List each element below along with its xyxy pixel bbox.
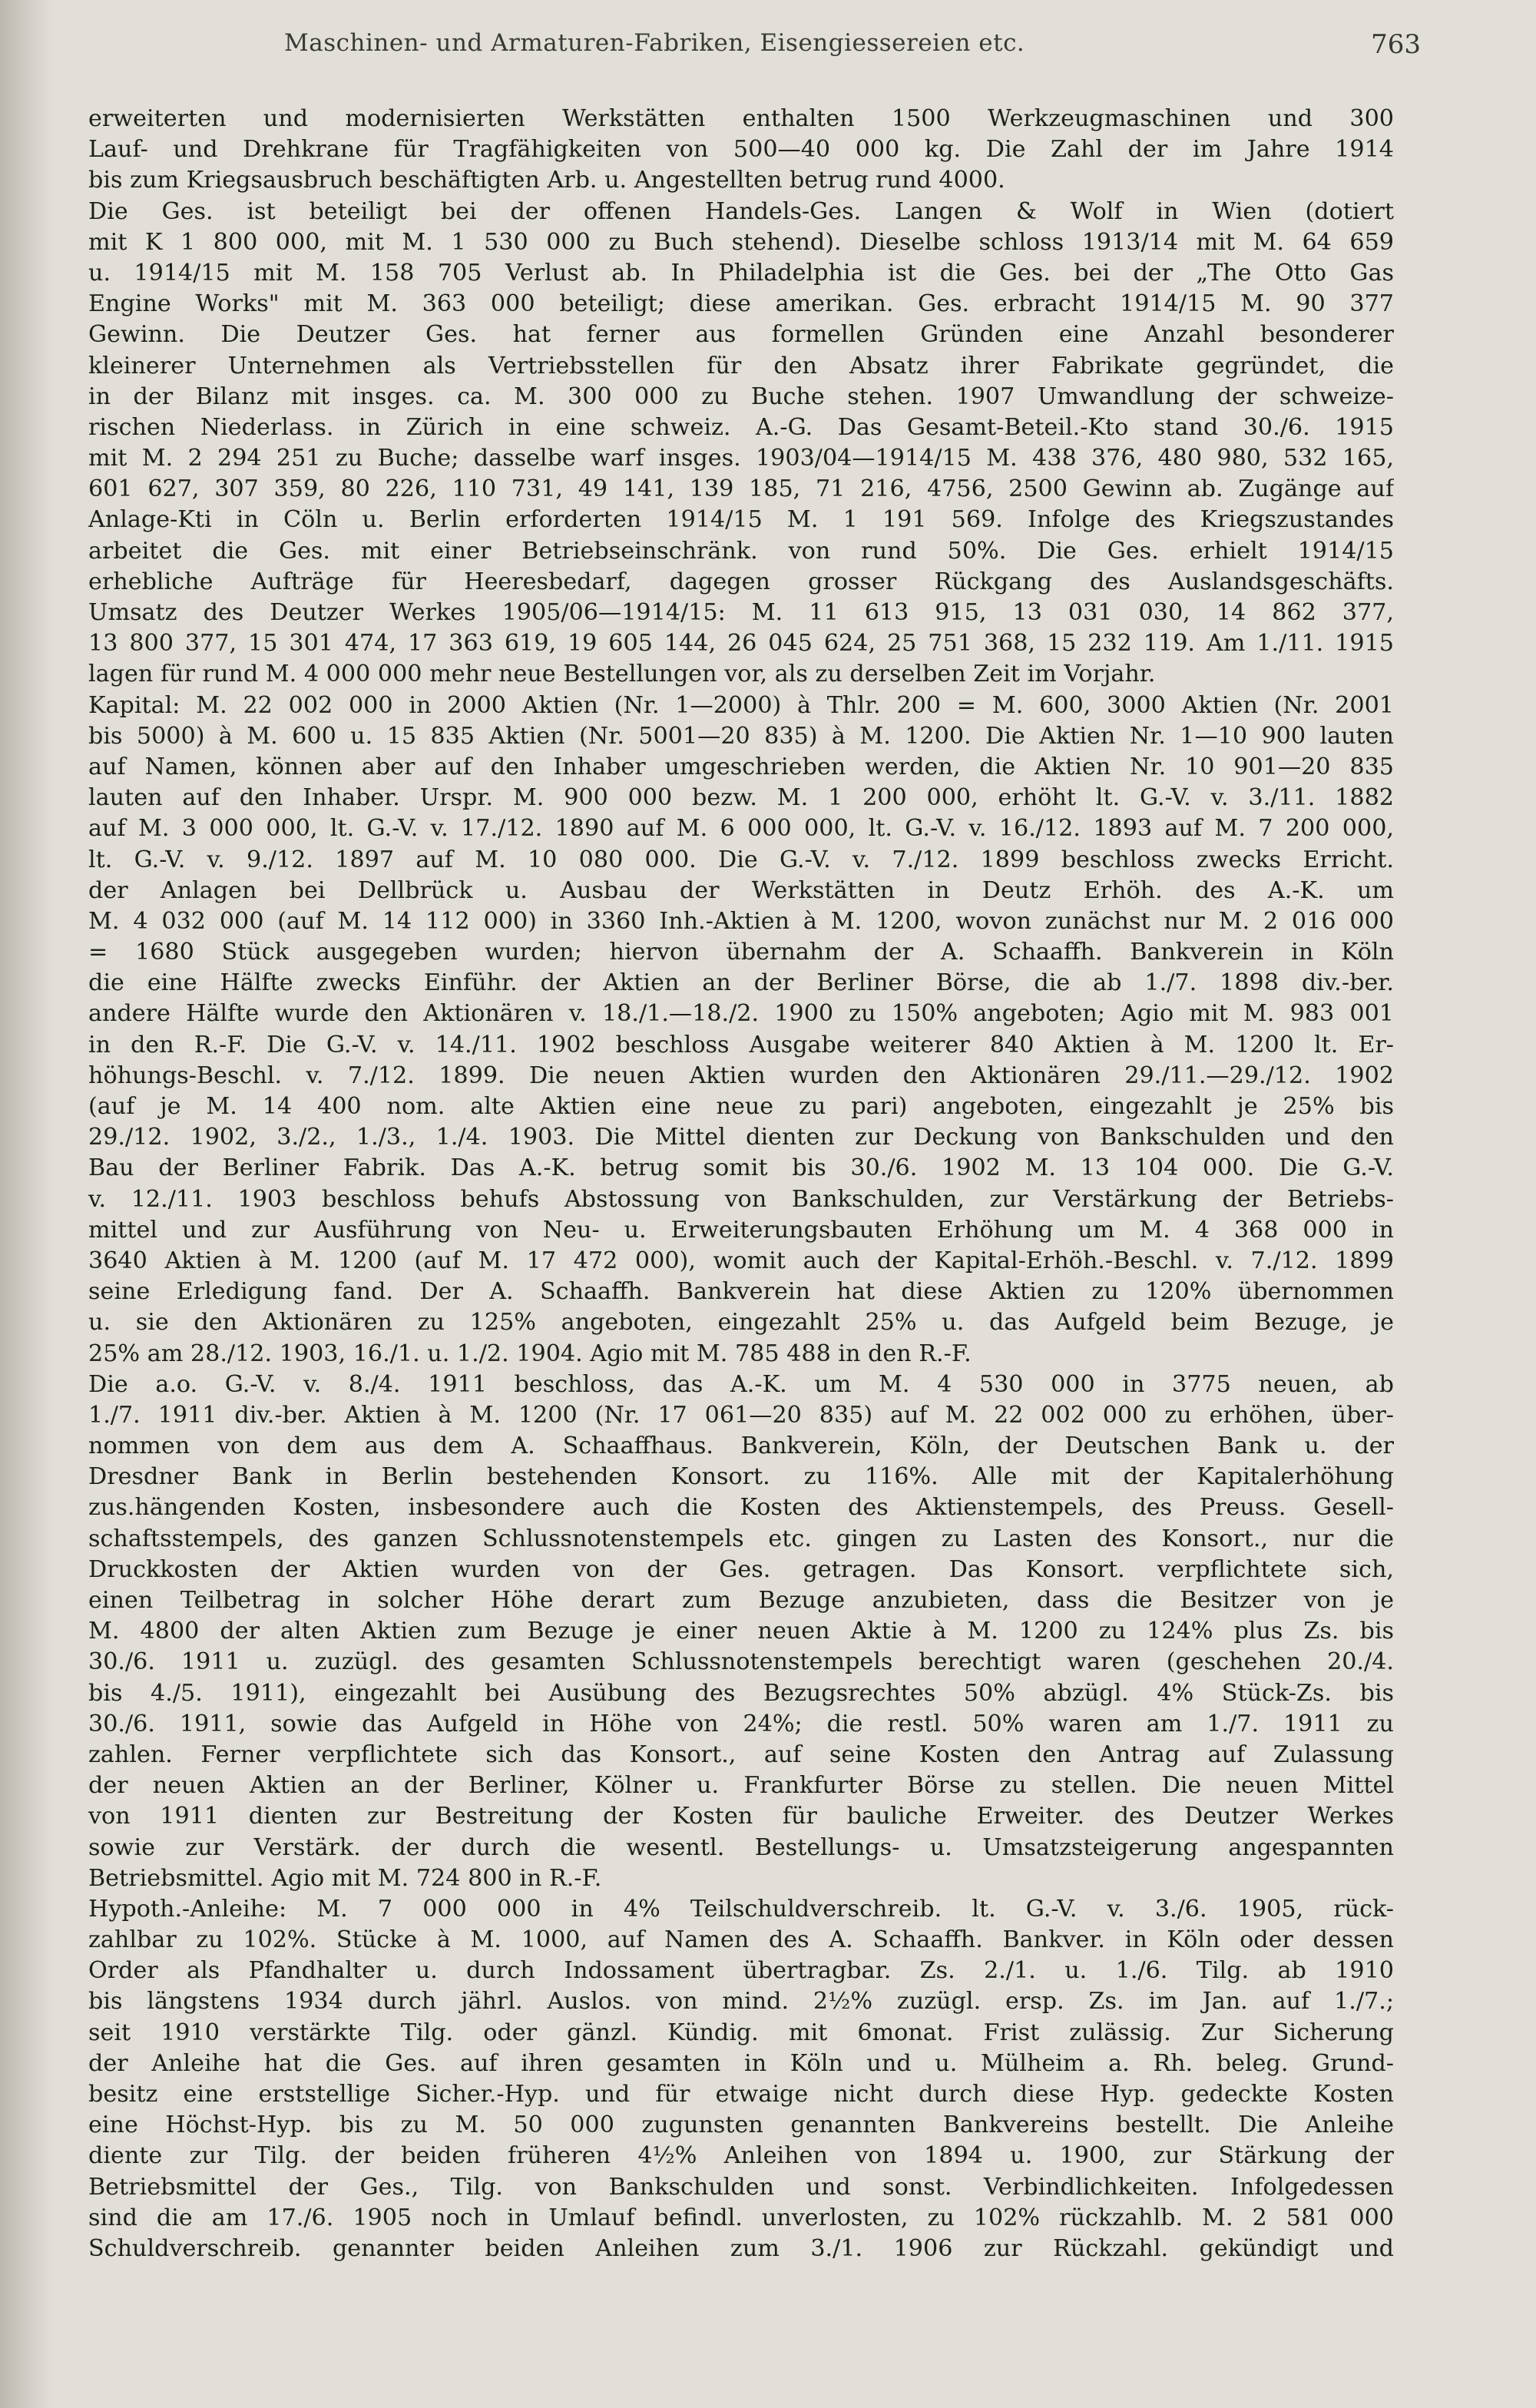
text-line: bis 5000) à M. 600 u. 15 835 Aktien (Nr. 5001—20 835) à M. 1200. Die Aktien Nr. 1—10 900 lauten: [88, 722, 1394, 750]
text-line: Engine Works" mit M. 363 000 beteiligt; diese amerikan. Ges. erbracht 1914/15 M. 90 377: [88, 290, 1394, 318]
text-line: 3640 Aktien à M. 1200 (auf M. 17 472 000), womit auch der Kapital-Erhöh.-Beschl. v. 7./12. 1899: [88, 1247, 1394, 1274]
text-line: mit K 1 800 000, mit M. 1 530 000 zu Buch stehend). Dieselbe schloss 1913/14 mit M. 64 659: [88, 228, 1394, 256]
text-line: 1./7. 1911 div.-ber. Aktien à M. 1200 (Nr. 17 061—20 835) auf M. 22 002 000 zu erhöhen, über-: [88, 1401, 1394, 1429]
text-line: sind die am 17./6. 1905 noch in Umlauf befindl. unverlosten, zu 102% rückzahlb. M. 2 581 000: [88, 2204, 1394, 2231]
text-line: eine Höchst-Hyp. bis zu M. 50 000 zugunsten genannten Bankvereins bestellt. Die Anleihe: [88, 2112, 1394, 2139]
text-line: mittel und zur Ausführung von Neu- u. Erweiterungsbauten Erhöhung um M. 4 368 000 in: [88, 1216, 1394, 1244]
text-line: die eine Hälfte zwecks Einführ. der Aktien an der Berliner Börse, die ab 1./7. 1898 div.-ber.: [88, 969, 1394, 997]
text-line: seine Erledigung fand. Der A. Schaaffh. Bankverein hat diese Aktien zu 120% übernommen: [88, 1278, 1394, 1306]
text-line: Anlage-Kti in Cöln u. Berlin erforderten 1914/15 M. 1 191 569. Infolge des Kriegszustandes: [88, 506, 1394, 534]
text-line: einen Teilbetrag in solcher Höhe derart zum Bezuge anzubieten, dass die Besitzer von je: [88, 1587, 1394, 1614]
text-line: 30./6. 1911, sowie das Aufgeld in Höhe von 24%; die restl. 50% waren am 1./7. 1911 zu: [88, 1710, 1394, 1737]
text-line: Bau der Berliner Fabrik. Das A.-K. betrug somit bis 30./6. 1902 M. 13 104 000. Die G.-V.: [88, 1154, 1394, 1182]
text-line: Dresdner Bank in Berlin bestehenden Konsort. zu 116%. Alle mit der Kapitalerhöhung: [88, 1463, 1394, 1491]
text-line: rischen Niederlass. in Zürich in eine schweiz. A.-G. Das Gesamt-Beteil.-Kto stand 30./6. 1915: [88, 413, 1394, 441]
text-line: 30./6. 1911 u. zuzügl. des gesamten Schlussnotenstempels berechtigt waren (geschehen 20./4.: [88, 1648, 1394, 1676]
text-line: seit 1910 verstärkte Tilg. oder gänzl. Kündig. mit 6monat. Frist zulässig. Zur Sicherung: [88, 2019, 1394, 2046]
running-head: Maschinen- und Armaturen-Fabriken, Eisengiessereien etc.: [284, 29, 1025, 57]
text-line: M. 4800 der alten Aktien zum Bezuge je einer neuen Aktie à M. 1200 zu 124% plus Zs. bis: [88, 1618, 1394, 1645]
text-line: 25% am 28./12. 1903, 16./1. u. 1./2. 1904. Agio mit M. 785 488 in den R.-F.: [88, 1340, 972, 1367]
text-line: u. 1914/15 mit M. 158 705 Verlust ab. In Philadelphia ist die Ges. bei der „The Otto Gas: [88, 259, 1394, 287]
text-line: Die a.o. G.-V. v. 8./4. 1911 beschloss, das A.-K. um M. 4 530 000 in 3775 neuen, ab: [88, 1370, 1394, 1398]
text-line: der Anleihe hat die Ges. auf ihren gesamten in Köln und u. Mülheim a. Rh. beleg. Grund-: [88, 2049, 1394, 2077]
text-line: Lauf- und Drehkrane für Tragfähigkeiten von 500—40 000 kg. Die Zahl der im Jahre 1914: [88, 136, 1394, 164]
text-line: 29./12. 1902, 3./2., 1./3., 1./4. 1903. Die Mittel dienten zur Deckung von Bankschulden und den: [88, 1124, 1394, 1151]
text-line: (auf je M. 14 400 nom. alte Aktien eine neue zu pari) angeboten, eingezahlt je 25% bis: [88, 1093, 1394, 1120]
text-line: 601 627, 307 359, 80 226, 110 731, 49 141, 139 185, 71 216, 4756, 2500 Gewinn ab. Zugänge auf: [88, 475, 1394, 503]
text-line: in den R.-F. Die G.-V. v. 14./11. 1902 beschloss Ausgabe weiterer 840 Aktien à M. 1200 lt. Er-: [88, 1031, 1394, 1058]
page-header: [108, 23, 1421, 69]
text-line: besitz eine erststellige Sicher.-Hyp. und für etwaige nicht durch diese Hyp. gedeckte Kosten: [88, 2081, 1394, 2108]
text-line: nommen von dem aus dem A. Schaaffhaus. Bankverein, Köln, der Deutschen Bank u. der: [88, 1433, 1394, 1460]
body-text: [88, 104, 1394, 2264]
text-line: auf M. 3 000 000, lt. G.-V. v. 17./12. 1890 auf M. 6 000 000, lt. G.-V. v. 16./12. 1893 auf M. 7 200 000,: [88, 815, 1394, 843]
text-line: erweiterten und modernisierten Werkstätten enthalten 1500 Werkzeugmaschinen und 300: [88, 105, 1394, 132]
text-line: Betriebsmittel. Agio mit M. 724 800 in R.-F.: [88, 1864, 602, 1892]
text-line: Betriebsmittel der Ges., Tilg. von Bankschulden und sonst. Verbindlichkeiten. Infolgedessen: [88, 2173, 1394, 2201]
text-line: sowie zur Verstärk. der durch die wesentl. Bestellungs- u. Umsatzsteigerung angespannten: [88, 1833, 1394, 1861]
text-line: M. 4 032 000 (auf M. 14 112 000) in 3360 Inh.-Aktien à M. 1200, wovon zunächst nur M. 2 016 000: [88, 907, 1394, 935]
text-line: kleinerer Unternehmen als Vertriebsstellen für den Absatz ihrer Fabrikate gegründet, die: [88, 352, 1394, 379]
text-line: zahlbar zu 102%. Stücke à M. 1000, auf Namen des A. Schaaffh. Bankver. in Köln oder dessen: [88, 1926, 1394, 1954]
text-line: auf Namen, können aber auf den Inhaber umgeschrieben werden, die Aktien Nr. 10 901—20 835: [88, 753, 1394, 780]
text-line: Umsatz des Deutzer Werkes 1905/06—1914/15: M. 11 613 915, 13 031 030, 14 862 377,: [88, 599, 1394, 626]
text-line: u. sie den Aktionären zu 125% angeboten, eingezahlt 25% u. das Aufgeld beim Bezuge, je: [88, 1309, 1394, 1336]
text-line: Die Ges. ist beteiligt bei der offenen Handels-Ges. Langen & Wolf in Wien (dotiert: [88, 197, 1394, 225]
text-line: von 1911 dienten zur Bestreitung der Kosten für bauliche Erweiter. des Deutzer Werkes: [88, 1803, 1394, 1830]
text-line: erhebliche Aufträge für Heeresbedarf, dagegen grosser Rückgang des Auslandsgeschäfts.: [88, 568, 1394, 595]
text-line: diente zur Tilg. der beiden früheren 4½% Anleihen von 1894 u. 1900, zur Stärkung der: [88, 2142, 1394, 2170]
text-line: v. 12./11. 1903 beschloss behufs Abstossung von Bankschulden, zur Verstärkung der Betriebs-: [88, 1185, 1394, 1213]
text-line: mit M. 2 294 251 zu Buche; dasselbe warf insges. 1903/04—1914/15 M. 438 376, 480 980, 532 165,: [88, 445, 1394, 472]
text-line: zus.hängenden Kosten, insbesondere auch die Kosten des Aktienstempels, des Preuss. Gesell-: [88, 1494, 1394, 1522]
text-line: der neuen Aktien an der Berliner, Kölner u. Frankfurter Börse zu stellen. Die neuen Mittel: [88, 1772, 1394, 1800]
text-line: 13 800 377, 15 301 474, 17 363 619, 19 605 144, 26 045 624, 25 751 368, 15 232 119. Am 1./11. 1915: [88, 630, 1394, 657]
text-line: in der Bilanz mit insges. ca. M. 300 000 zu Buche stehen. 1907 Umwandlung der schweize-: [88, 383, 1394, 410]
text-line: Gewinn. Die Deutzer Ges. hat ferner aus formellen Gründen eine Anzahl besonderer: [88, 321, 1394, 349]
text-line: zahlen. Ferner verpflichtete sich das Konsort., auf seine Kosten den Antrag auf Zulassung: [88, 1741, 1394, 1768]
text-line: Kapital: M. 22 002 000 in 2000 Aktien (Nr. 1—2000) à Thlr. 200 = M. 600, 3000 Aktien (Nr. 2001: [88, 691, 1394, 719]
text-line: höhungs-Beschl. v. 7./12. 1899. Die neuen Aktien wurden den Aktionären 29./11.—29./12. 1902: [88, 1062, 1394, 1089]
page-number: 763: [1371, 29, 1421, 60]
text-line: lagen für rund M. 4 000 000 mehr neue Bestellungen vor, als zu derselben Zeit im Vorjahr.: [88, 661, 1156, 688]
text-line: Order als Pfandhalter u. durch Indossament übertragbar. Zs. 2./1. u. 1./6. Tilg. ab 1910: [88, 1957, 1394, 1985]
text-line: arbeitet die Ges. mit einer Betriebseinschränk. von rund 50%. Die Ges. erhielt 1914/15: [88, 537, 1394, 565]
text-line: = 1680 Stück ausgegeben wurden; hiervon übernahm der A. Schaaffh. Bankverein in Köln: [88, 939, 1394, 966]
text-line: lt. G.-V. v. 9./12. 1897 auf M. 10 080 000. Die G.-V. v. 7./12. 1899 beschloss zwecks Erricht.: [88, 846, 1394, 873]
text-line: andere Hälfte wurde den Aktionären v. 18./1.—18./2. 1900 zu 150% angeboten; Agio mit M. 983 001: [88, 1000, 1394, 1028]
text-line: Druckkosten der Aktien wurden von der Ges. getragen. Das Konsort. verpflichtete sich,: [88, 1555, 1394, 1583]
text-line: bis zum Kriegsausbruch beschäftigten Arb. u. Angestellten betrug rund 4000.: [88, 167, 1005, 194]
text-line: bis 4./5. 1911), eingezahlt bei Ausübung des Bezugsrechtes 50% abzügl. 4% Stück-Zs. bis: [88, 1679, 1394, 1707]
text-line: Schuldverschreib. genannter beiden Anleihen zum 3./1. 1906 zur Rückzahl. gekündigt und: [88, 2234, 1394, 2262]
text-line: lauten auf den Inhaber. Urspr. M. 900 000 bezw. M. 1 200 000, erhöht lt. G.-V. v. 3./11. 1882: [88, 784, 1394, 812]
text-line: bis längstens 1934 durch jährl. Auslos. von mind. 2½% zuzügl. ersp. Zs. im Jan. auf 1./7.;: [88, 1988, 1394, 2015]
text-line: schaftsstempels, des ganzen Schlussnotenstempels etc. gingen zu Lasten des Konsort., nur die: [88, 1525, 1394, 1552]
page-gutter-shadow: [0, 0, 54, 2408]
text-line: Hypoth.-Anleihe: M. 7 000 000 in 4% Teilschuldverschreib. lt. G.-V. v. 3./6. 1905, rück-: [88, 1895, 1394, 1923]
text-line: der Anlagen bei Dellbrück u. Ausbau der Werkstätten in Deutz Erhöh. des A.-K. um: [88, 876, 1394, 904]
